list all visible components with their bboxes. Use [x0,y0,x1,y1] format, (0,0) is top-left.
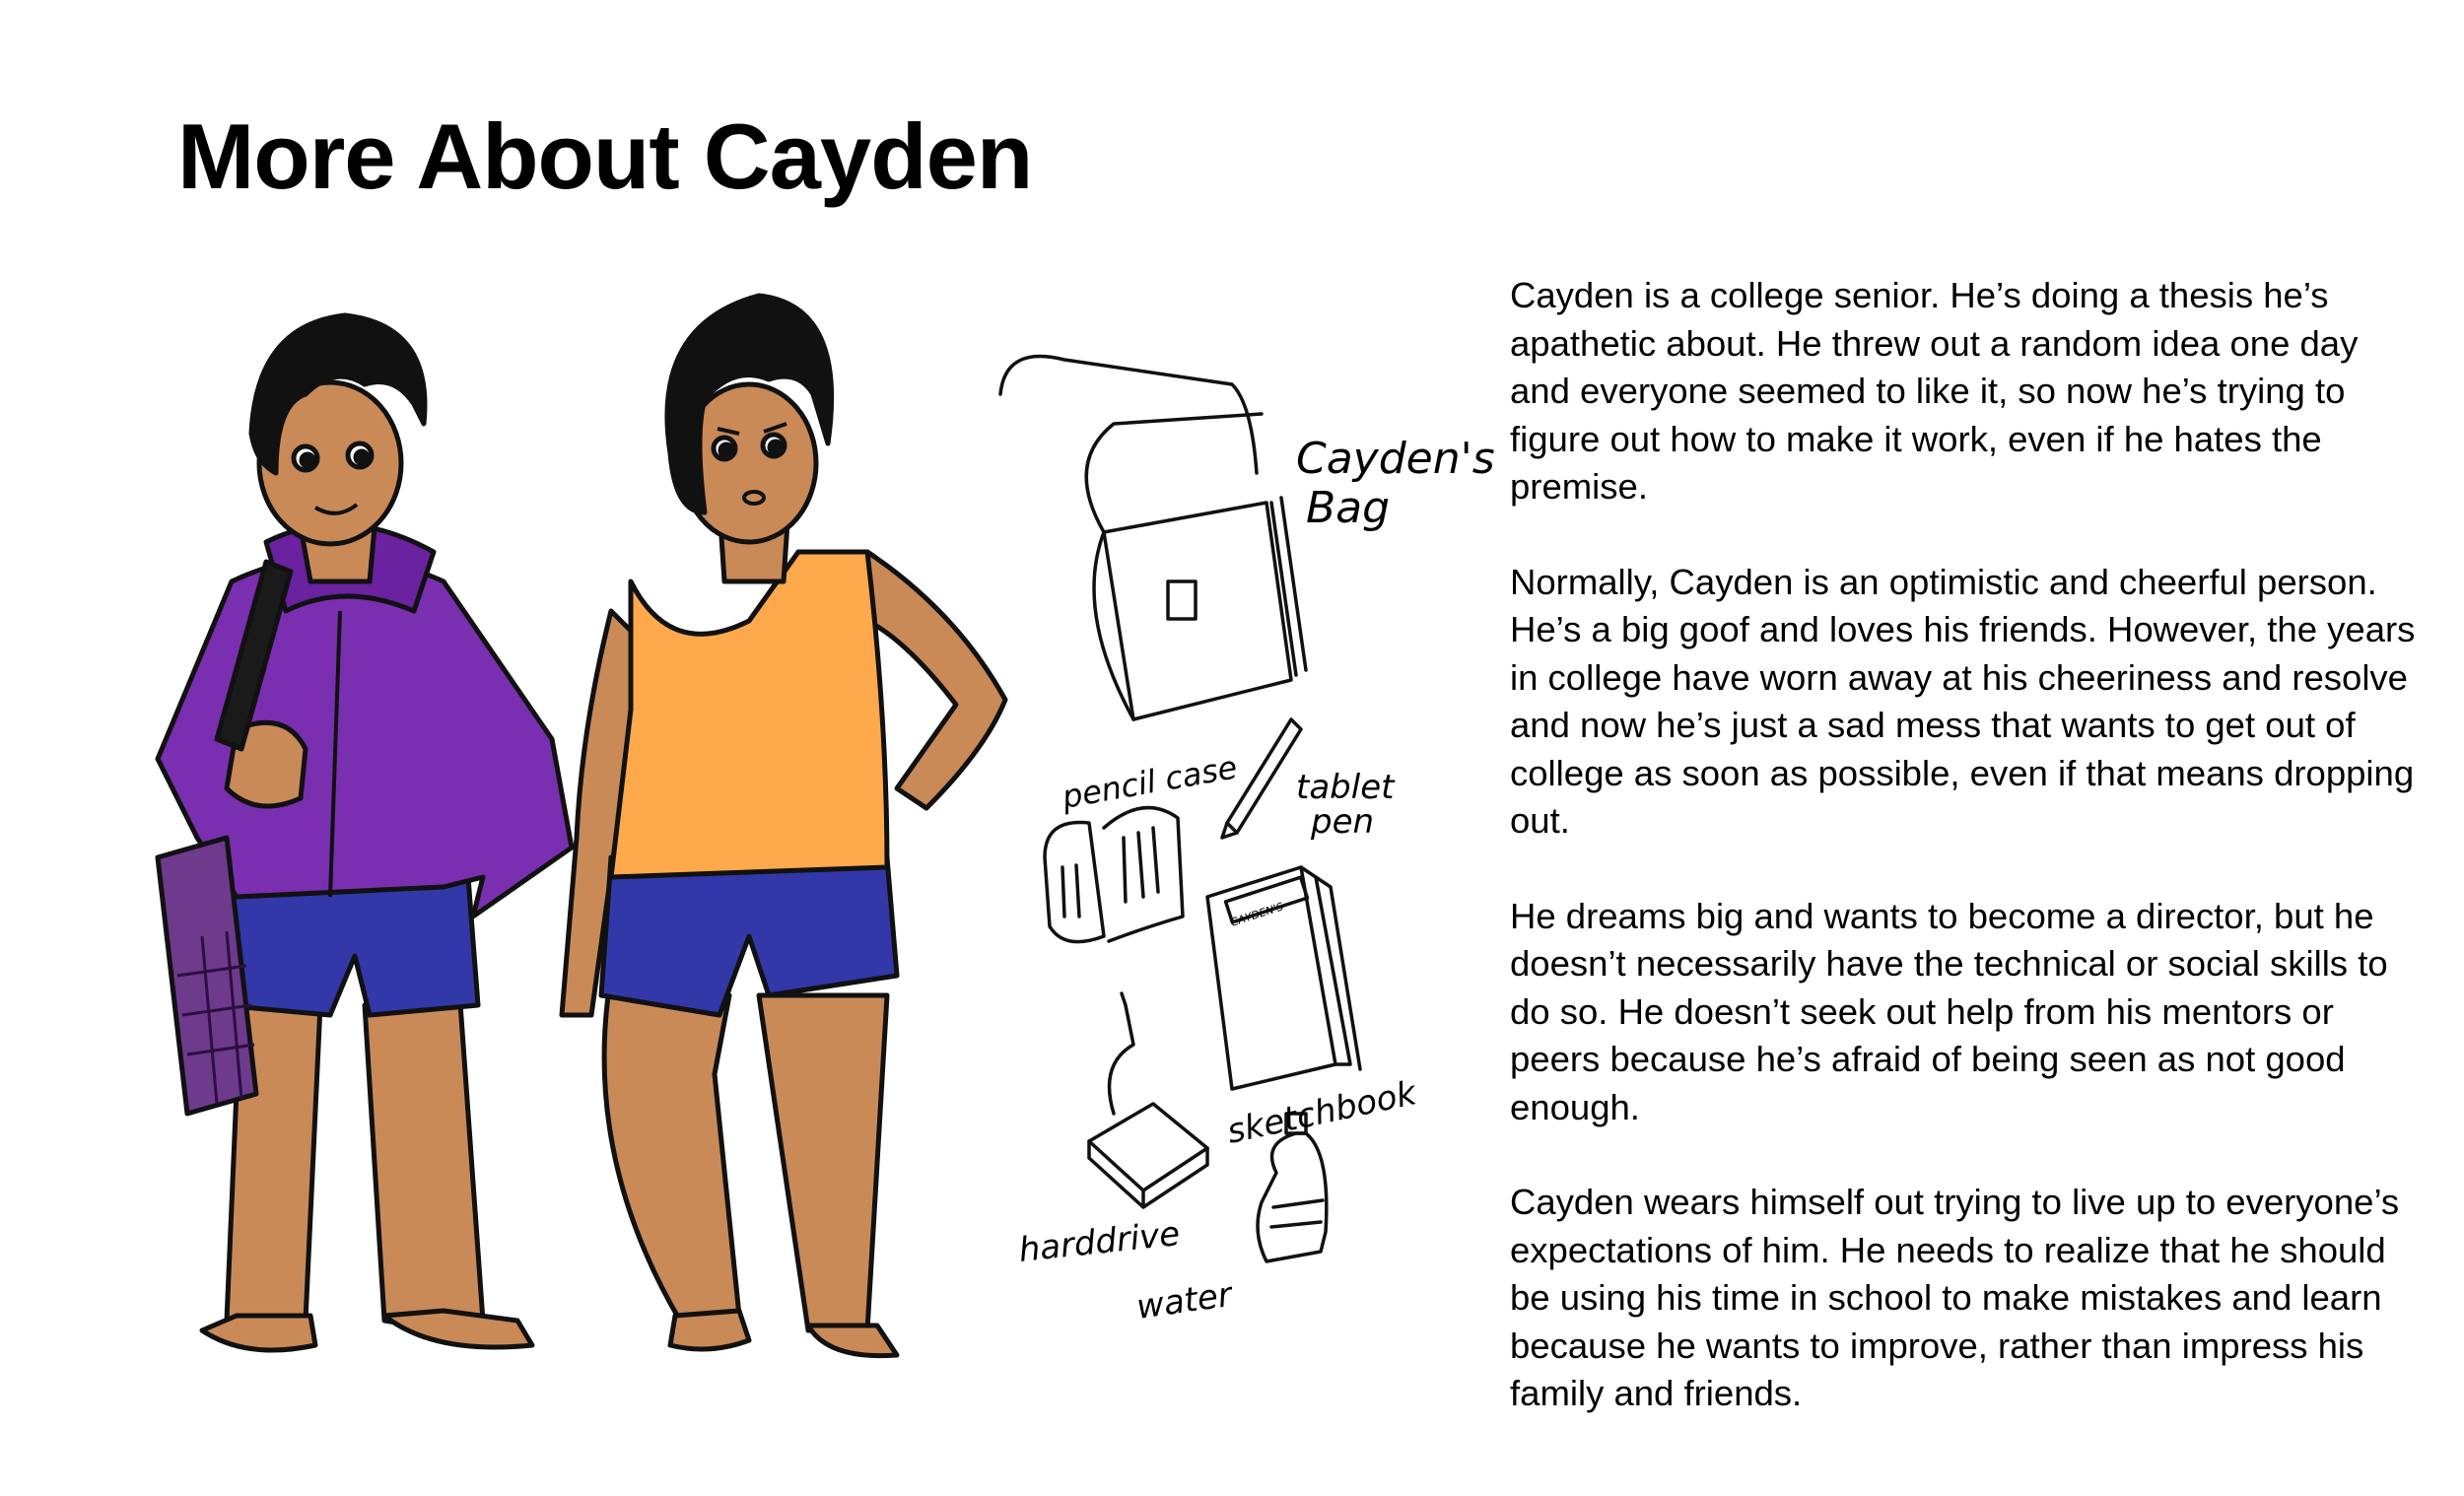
bio-paragraph-1: Cayden is a college senior. He’s doing a thesis he’s apathetic about. He threw out a random idea one day and everyone seemed to like it, so now he’s trying to figure out how to make it work, even if he hates the premise. [1510,275,2359,507]
cayden-tanktop-figure [562,296,1005,1356]
sketchbook-sketch [1207,867,1360,1089]
bio-paragraph-2: Normally, Cayden is an optimistic and cheerful person. He’s a big goof and loves his friends. However, the years in college have worn away at his cheeriness and resolve and now he’s just a sad mess that wants to get out of college as soon as possible, even if that means dropping out. [1510,561,2416,841]
pencil-case-sketch [1045,808,1183,942]
character-illustration [118,286,1498,1399]
label-pencil-case: pencil case [1059,748,1241,816]
label-sketchbook: sketchbook [1223,1073,1420,1152]
bio-paragraph-4: Cayden wears himself out trying to live up to everyone’s expectations of him. He needs to realize that he should be using his time in school to make mistakes and learn because he wants to improve, rather than impress his family and friends. [1510,1182,2400,1413]
label-water: water [1133,1274,1235,1327]
hard-drive-sketch [1089,993,1207,1207]
label-caydens-bag: Cayden's [1296,434,1495,484]
bio-paragraph-3: He dreams big and wants to become a director, but he doesn’t necessarily have the technical or social skills to do so. He doesn’t seek out help from his mentors or peers because he’s afraid of being seen as not good enough. [1510,895,2388,1127]
label-sketchbook-cover: CAYDEN'S [1228,900,1285,929]
page-title: More About Cayden [177,104,1033,208]
cayden-hoodie-figure [158,315,572,1350]
label-pen: pen [1311,802,1375,842]
label-bag: Bag [1306,483,1391,533]
bio-text [1510,272,2417,1465]
bag-sketch [1000,357,1306,719]
label-harddrive: harddrive [1016,1214,1183,1270]
label-tablet: tablet [1296,768,1395,807]
